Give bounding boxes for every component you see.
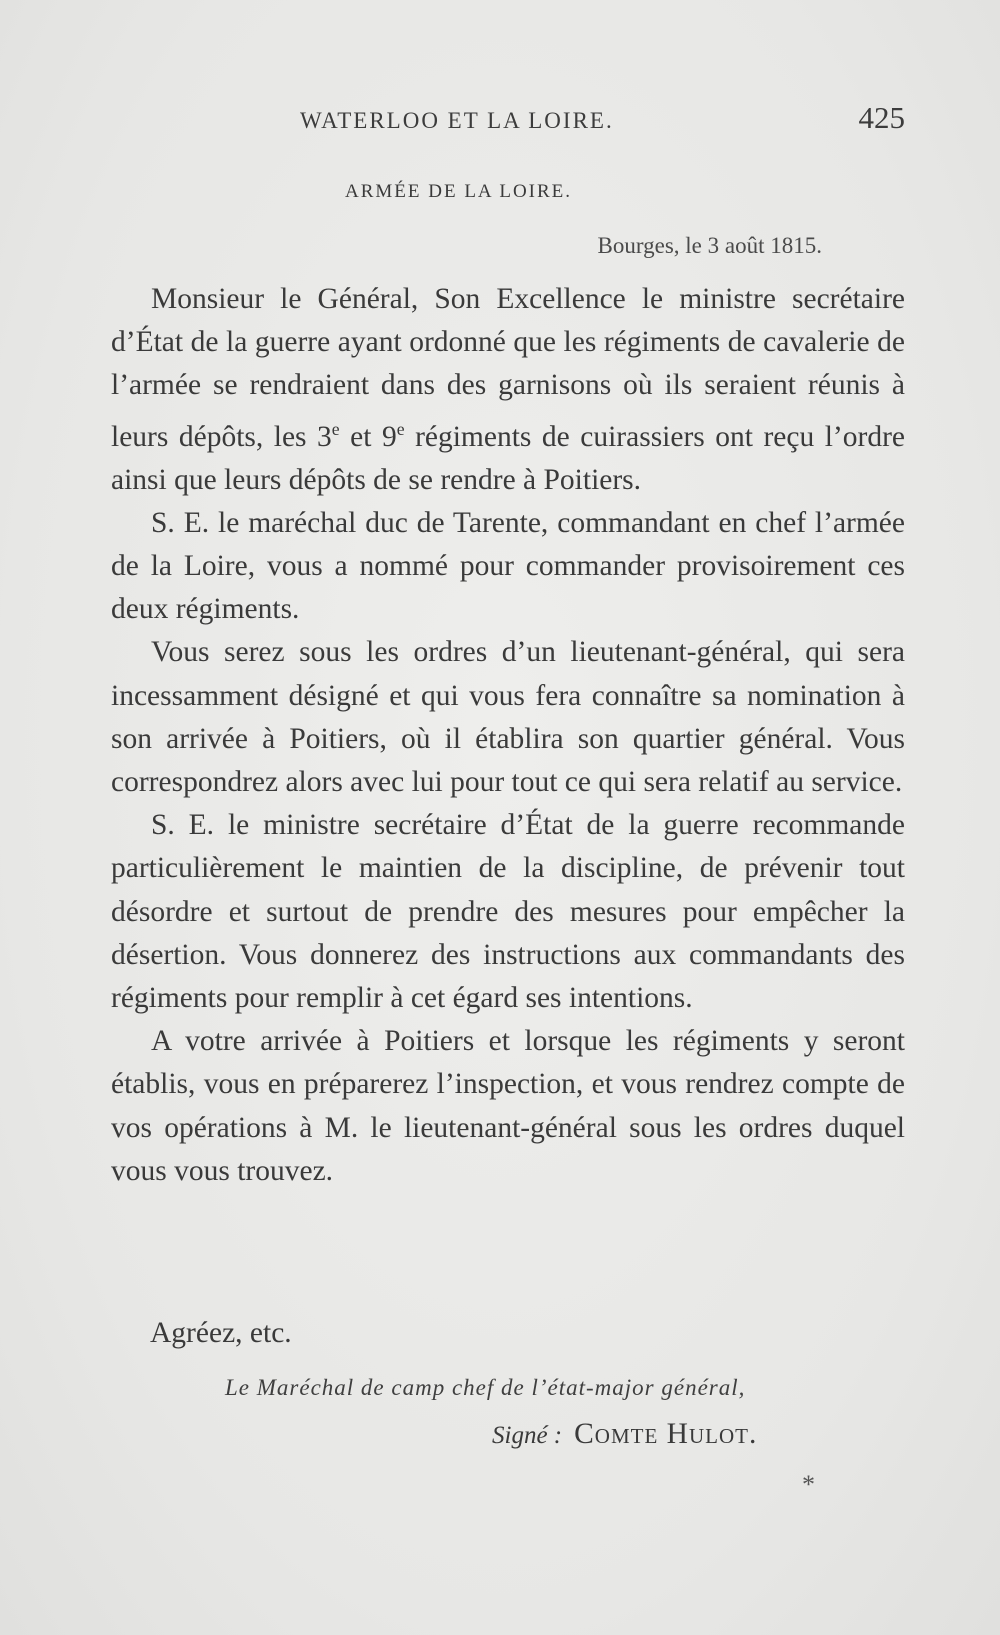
paragraph: S. E. le ministre secrétaire d’État de la guerre recommande particulièrement le maintien de la discipline, de prévenir tout désordre et surtout de prendre des mesures pour empêcher la désertion. Vous donnerez des instructions aux commandants des régiments pour remplir à cet égard ses intentions. [111,809,905,1015]
letter-heading: ARMÉE DE LA LOIRE. [345,181,573,202]
letter-body [111,278,905,1193]
paragraph: Monsieur le Général, Son Excellence le ministre secrétaire d’État de la guerre ayant ordonné que les régiments de cavalerie de l’armée se rendraient dans des garnisons où ils seraient réunis à leurs dépôts, les 3e et 9e régiments de cuirassiers ont reçu l’ordre ainsi que leurs dépôts de se rendre à Poitiers. [111,283,905,496]
paragraph: A votre arrivée à Poitiers et lorsque les régiments y seront établis, vous en préparerez l’inspection, et vous rendrez compte de vos opérations à M. le lieutenant-général sous les ordres duquel vous vous trouvez. [111,1025,905,1187]
running-header: WATERLOO ET LA LOIRE. [300,108,614,133]
paragraph: Vous serez sous les ordres d’un lieutenant-général, qui sera incessamment désigné et qui vous fera connaître sa nomination à son arrivée à Poitiers, où il établira son quartier général. Vous correspondrez alors avec lui pour tout ce qui sera relatif au service. [111,636,905,799]
signature [492,1418,757,1451]
letter-closing: Agréez, etc. [150,1317,292,1349]
paragraph: S. E. le maréchal duc de Tarente, commandant en chef l’armée de la Loire, vous a nommé pour commander provisoirement ces deux régiments. [111,506,905,626]
signature-label: Signé : [492,1422,563,1449]
signature-name: Comte Hulot. [574,1418,758,1450]
page-number: 425 [858,100,905,135]
signature-title: Le Maréchal de camp chef de l’état-major général, [225,1375,746,1400]
letter-dateline: Bourges, le 3 août 1815. [597,233,822,258]
asterisk-ornament: * [802,1470,815,1499]
